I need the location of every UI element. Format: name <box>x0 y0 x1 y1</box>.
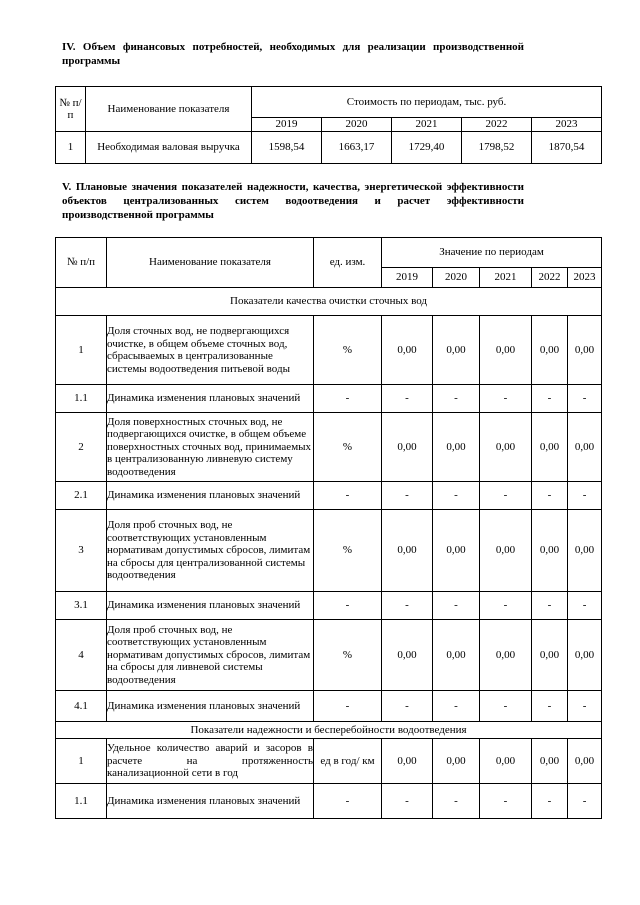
header-num: № п/п <box>56 87 86 132</box>
row-value: 0,00 <box>568 316 602 385</box>
year-header: 2022 <box>532 268 568 288</box>
row-value: 0,00 <box>433 739 480 784</box>
row-unit: % <box>314 413 382 482</box>
row-name: Удельное количество аварий и засоров в расчете на протяженность канализационной сети в год <box>107 739 314 784</box>
row-value: 0,00 <box>480 413 532 482</box>
row-value: - <box>532 592 568 620</box>
row-value: - <box>382 482 433 510</box>
row-num: 4 <box>56 620 107 691</box>
row-num: 4.1 <box>56 691 107 722</box>
table-row <box>56 739 602 784</box>
table-row <box>56 132 602 164</box>
row-value: - <box>568 784 602 819</box>
header-cost: Стоимость по периодам, тыс. руб. <box>252 87 602 118</box>
row-num: 1 <box>56 132 86 164</box>
table-row <box>56 316 602 385</box>
row-name: Доля проб сточных вод, не соответствующих установленным нормативам допустимых сбросов, лимитам на сбросы для централизованной системы водоотведения <box>107 510 314 592</box>
row-value: - <box>480 592 532 620</box>
table-row <box>56 592 602 620</box>
row-unit: ед в год/ км <box>314 739 382 784</box>
row-value: 0,00 <box>433 510 480 592</box>
table-row <box>56 510 602 592</box>
row-value: - <box>532 784 568 819</box>
row-num: 2 <box>56 413 107 482</box>
row-value: 0,00 <box>532 510 568 592</box>
row-unit: - <box>314 784 382 819</box>
row-unit: % <box>314 316 382 385</box>
row-value: 0,00 <box>568 739 602 784</box>
row-value: 0,00 <box>480 510 532 592</box>
row-name: Доля сточных вод, не подвергающихся очистке, в общем объеме сточных вод, сбрасываемых в централизованные системы водоотведения питьевой воды <box>107 316 314 385</box>
row-name: Динамика изменения плановых значений <box>107 385 314 413</box>
row-value: 0,00 <box>532 413 568 482</box>
row-unit: % <box>314 510 382 592</box>
row-value: - <box>532 385 568 413</box>
row-num: 1 <box>56 739 107 784</box>
row-num: 1 <box>56 316 107 385</box>
row-value: - <box>480 482 532 510</box>
year-header: 2022 <box>462 118 532 132</box>
row-value: 1598,54 <box>252 132 322 164</box>
row-name: Динамика изменения плановых значений <box>107 691 314 722</box>
row-value: 0,00 <box>382 620 433 691</box>
row-value: - <box>382 592 433 620</box>
row-value: - <box>433 592 480 620</box>
row-name: Доля поверхностных сточных вод, не подвергающихся очистке, в общем объеме поверхностных сточных вод, принимаемых в централизованную ливневую систему водоотведения <box>107 413 314 482</box>
row-name: Динамика изменения плановых значений <box>107 482 314 510</box>
row-name: Необходимая валовая выручка <box>86 132 252 164</box>
year-header: 2019 <box>382 268 433 288</box>
row-value: 0,00 <box>433 316 480 385</box>
row-value: 0,00 <box>480 316 532 385</box>
row-name: Динамика изменения плановых значений <box>107 784 314 819</box>
row-value: 0,00 <box>532 739 568 784</box>
row-value: 1729,40 <box>392 132 462 164</box>
row-value: - <box>433 385 480 413</box>
row-value: 0,00 <box>568 620 602 691</box>
year-header: 2021 <box>480 268 532 288</box>
row-value: 0,00 <box>480 620 532 691</box>
row-value: 1870,54 <box>532 132 602 164</box>
row-value: - <box>433 784 480 819</box>
group-title: Показатели надежности и бесперебойности водоотведения <box>56 722 602 739</box>
section-5-title: V. Плановые значения показателей надежности, качества, энергетической эффективности объектов централизованных систем водоотведения и расчет эффективности производственной программы <box>62 181 524 221</box>
row-num: 3.1 <box>56 592 107 620</box>
row-value: 1663,17 <box>322 132 392 164</box>
row-num: 2.1 <box>56 482 107 510</box>
row-unit: - <box>314 385 382 413</box>
row-name: Доля проб сточных вод, не соответствующих установленным нормативам допустимых сбросов, лимитам на сбросы для ливневой системы водоотведения <box>107 620 314 691</box>
row-value: 0,00 <box>532 316 568 385</box>
header-name: Наименование показателя <box>107 238 314 288</box>
row-value: - <box>480 784 532 819</box>
row-unit: - <box>314 592 382 620</box>
row-value: - <box>568 385 602 413</box>
row-value: 0,00 <box>433 620 480 691</box>
group-title: Показатели качества очистки сточных вод <box>56 288 602 316</box>
row-unit: - <box>314 691 382 722</box>
table-row <box>56 385 602 413</box>
year-header: 2020 <box>433 268 480 288</box>
row-value: - <box>532 691 568 722</box>
table-row <box>56 620 602 691</box>
row-num: 3 <box>56 510 107 592</box>
row-value: 0,00 <box>532 620 568 691</box>
row-value: 0,00 <box>382 413 433 482</box>
row-value: - <box>532 482 568 510</box>
year-header: 2023 <box>532 118 602 132</box>
table-row <box>56 482 602 510</box>
row-value: 0,00 <box>480 739 532 784</box>
header-num: № п/п <box>56 238 107 288</box>
section-4-title: IV. Объем финансовых потребностей, необходимых для реализации производственной программы <box>62 41 524 67</box>
row-value: 0,00 <box>382 739 433 784</box>
row-value: - <box>480 691 532 722</box>
row-value: 0,00 <box>382 510 433 592</box>
row-unit: - <box>314 482 382 510</box>
row-value: 1798,52 <box>462 132 532 164</box>
row-value: - <box>480 385 532 413</box>
row-value: 0,00 <box>433 413 480 482</box>
header-value: Значение по периодам <box>382 238 602 268</box>
row-value: - <box>382 784 433 819</box>
row-value: - <box>382 691 433 722</box>
row-value: 0,00 <box>382 316 433 385</box>
row-value: - <box>568 592 602 620</box>
row-value: - <box>382 385 433 413</box>
year-header: 2019 <box>252 118 322 132</box>
row-num: 1.1 <box>56 784 107 819</box>
financial-needs-table <box>55 86 602 164</box>
row-value: - <box>568 482 602 510</box>
row-name: Динамика изменения плановых значений <box>107 592 314 620</box>
row-value: 0,00 <box>568 413 602 482</box>
header-name: Наименование показателя <box>86 87 252 132</box>
table-row <box>56 784 602 819</box>
row-num: 1.1 <box>56 385 107 413</box>
year-header: 2023 <box>568 268 602 288</box>
table-row <box>56 413 602 482</box>
year-header: 2021 <box>392 118 462 132</box>
row-value: - <box>433 691 480 722</box>
indicators-table <box>55 237 602 819</box>
row-value: - <box>433 482 480 510</box>
table-row <box>56 691 602 722</box>
row-unit: % <box>314 620 382 691</box>
header-unit: ед. изм. <box>314 238 382 288</box>
year-header: 2020 <box>322 118 392 132</box>
row-value: 0,00 <box>568 510 602 592</box>
row-value: - <box>568 691 602 722</box>
